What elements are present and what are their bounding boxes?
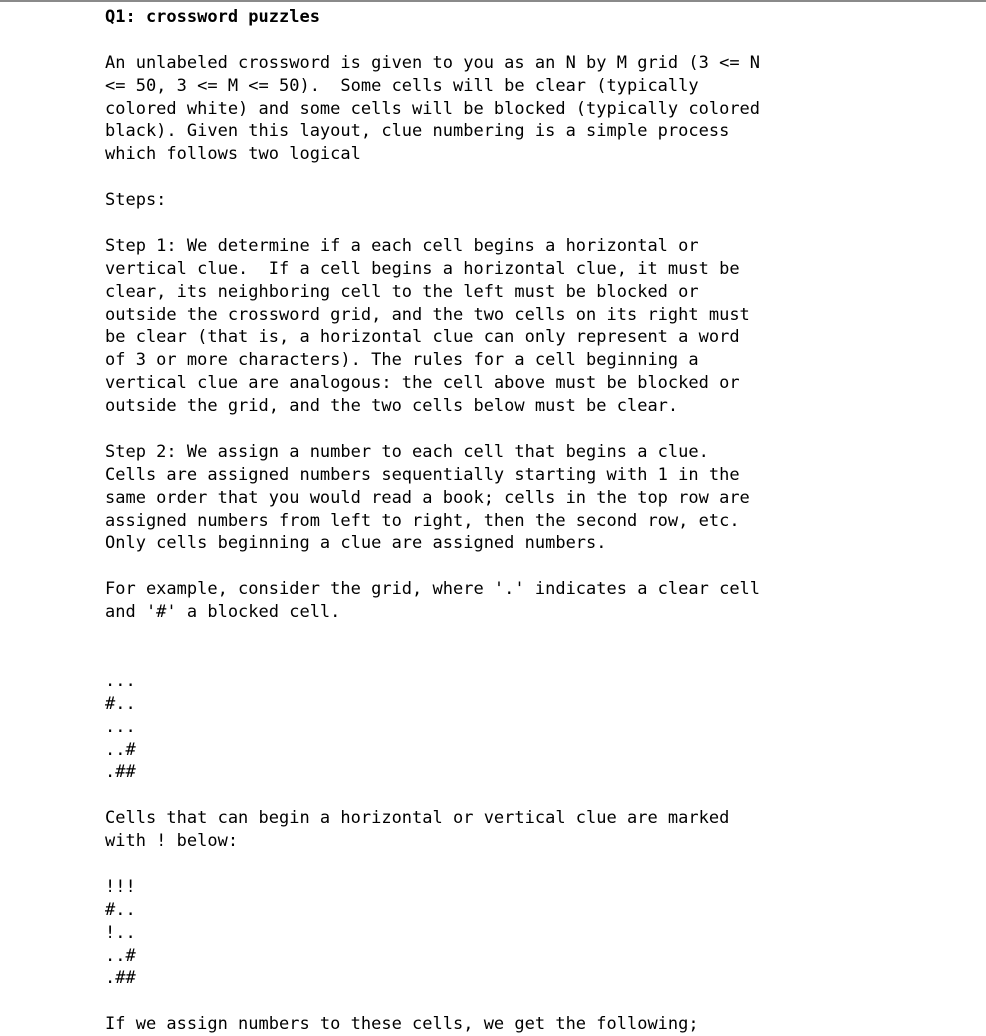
text-line: with ! below: [105,831,239,852]
text-line: assigned numbers from left to right, then the second row, etc. [105,510,740,531]
text-line: outside the crossword grid, and the two cells on its right must [105,304,750,325]
text-line: black). Given this layout, clue numbering is a simple process [105,121,730,142]
text-line: which follows two logical [105,144,361,165]
text-line: vertical clue are analogous: the cell above must be blocked or [105,373,740,394]
text-line: Steps: [105,190,167,211]
blank-line [105,418,975,441]
text-line: An unlabeled crossword is given to you as an N by M grid (3 <= N [105,52,761,73]
text-line: #.. [105,693,136,714]
text-line: vertical clue. If a cell begins a horizontal clue, it must be [105,258,740,279]
window-top-border [0,0,986,2]
text-line: colored white) and some cells will be blocked (typically colored [105,98,761,119]
blank-line [105,212,975,235]
blank-line [105,555,975,578]
text-line: !.. [105,922,136,943]
document-body [105,6,975,1036]
text-line: ..# [105,739,136,760]
text-line: For example, consider the grid, where '.' indicates a clear cell [105,579,761,600]
text-line: .## [105,762,136,783]
text-line: outside the grid, and the two cells below must be clear. [105,396,679,417]
text-line: Cells that can begin a horizontal or vertical clue are marked [105,808,730,829]
text-line: Cells are assigned numbers sequentially starting with 1 in the [105,464,740,485]
text-line: clear, its neighboring cell to the left must be blocked or [105,281,699,302]
text-line: be clear (that is, a horizontal clue can only represent a word [105,327,740,348]
text-line: ... [105,716,136,737]
text-line: ..# [105,945,136,966]
text-line: If we assign numbers to these cells, we get the following; [105,1014,699,1035]
text-line: !!! [105,876,136,897]
text-line: Only cells beginning a clue are assigned numbers. [105,533,607,554]
blank-line [105,853,975,876]
text-line: ... [105,670,136,691]
text-line: #.. [105,899,136,920]
text-line: of 3 or more characters). The rules for a cell beginning a [105,350,699,371]
blank-line [105,624,975,647]
blank-line [105,166,975,189]
text-line: Step 2: We assign a number to each cell that begins a clue. [105,441,709,462]
text-line: same order that you would read a book; cells in the top row are [105,487,750,508]
blank-line [105,990,975,1013]
blank-line [105,29,975,52]
text-line: Step 1: We determine if a each cell begins a horizontal or [105,235,699,256]
text-line: .## [105,968,136,989]
text-line: and '#' a blocked cell. [105,602,341,623]
blank-line [105,647,975,670]
text-line: <= 50, 3 <= M <= 50). Some cells will be clear (typically [105,75,699,96]
blank-line [105,784,975,807]
page-title: Q1: crossword puzzles [105,7,320,27]
